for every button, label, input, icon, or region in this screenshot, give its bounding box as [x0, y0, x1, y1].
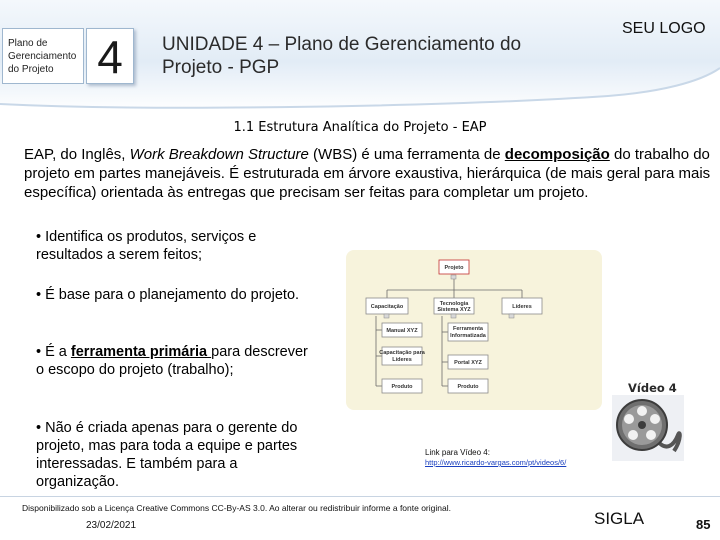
- intro-text: (WBS) é uma ferramenta de: [308, 146, 505, 163]
- wbs-node: Produto: [457, 384, 479, 390]
- bullet-3: [36, 343, 308, 379]
- intro-text: EAP, do Inglês,: [24, 146, 130, 163]
- wbs-node: Ferramenta: [453, 326, 483, 332]
- sigla-placeholder: SIGLA: [594, 509, 645, 528]
- footer-divider: [0, 496, 720, 497]
- video-link-label: Link para Vídeo 4:: [425, 448, 490, 457]
- section-title: 1.1 Estrutura Analítica do Projeto - EAP: [233, 120, 487, 135]
- bullet-2: • É base para o planejamento do projeto.: [36, 287, 300, 303]
- wbs-node: Líderes: [512, 304, 532, 310]
- course-label: Plano de Gerenciamento do Projeto: [8, 38, 77, 75]
- course-label-box: [2, 28, 84, 84]
- wbs-node: Sistema XYZ: [437, 307, 471, 313]
- unit-number-box: [86, 28, 134, 84]
- date: 23/02/2021: [86, 520, 137, 531]
- wbs-node: Manual XYZ: [386, 328, 418, 334]
- unit-title: UNIDADE 4 – Plano de Gerenciamento do Projeto - PGP: [162, 34, 522, 78]
- wbs-node: Informatizada: [450, 333, 486, 339]
- bullet-text: para descrever o escopo do projeto (trabalho);: [36, 344, 308, 378]
- wbs-node: Líderes: [392, 357, 412, 363]
- logo-placeholder: SEU LOGO: [622, 20, 706, 37]
- wbs-diagram: [346, 250, 602, 410]
- bullet-1: • Identifica os produtos, serviços e resultados a serem feitos;: [36, 229, 257, 263]
- wbs-node: Capacitação: [370, 304, 404, 310]
- intro-text: do trabalho do projeto em partes manejáveis. É estruturada em árvore exaustiva, hierárquica (de mais geral para mais específica) orientada às entregas que precisam ser feitas para completar um projeto.: [24, 146, 711, 201]
- unit-number: 4: [97, 31, 123, 83]
- bullet-lead: ferramenta primária: [70, 344, 212, 360]
- bullet-4: • Não é criada apenas para o gerente do projeto, mas para toda a equipe e partes interessadas. E também para a organização.: [36, 420, 298, 490]
- intro-underline: decomposição: [504, 146, 610, 163]
- wbs-root: Projeto: [444, 265, 464, 271]
- intro-paragraph: [24, 145, 714, 202]
- bullet-text: • É a: [36, 344, 71, 360]
- wbs-node: Portal XYZ: [454, 360, 482, 366]
- video-link[interactable]: http://www.ricardo-vargas.com/pt/videos/6/: [425, 458, 567, 467]
- wbs-node: Capacitação para: [379, 350, 425, 356]
- wbs-node: Produto: [391, 384, 413, 390]
- film-reel-icon[interactable]: [612, 395, 684, 461]
- license-text: Disponibilizado sob a Licença Creative Commons CC-By-AS 3.0. Ao alterar ou redistribuir informe a fonte original.: [22, 503, 451, 513]
- wbs-node: Tecnologia: [439, 301, 469, 307]
- intro-italic: Work Breakdown Structure: [129, 146, 309, 163]
- video-label: Vídeo 4: [628, 381, 677, 395]
- page-number: 85: [696, 517, 711, 532]
